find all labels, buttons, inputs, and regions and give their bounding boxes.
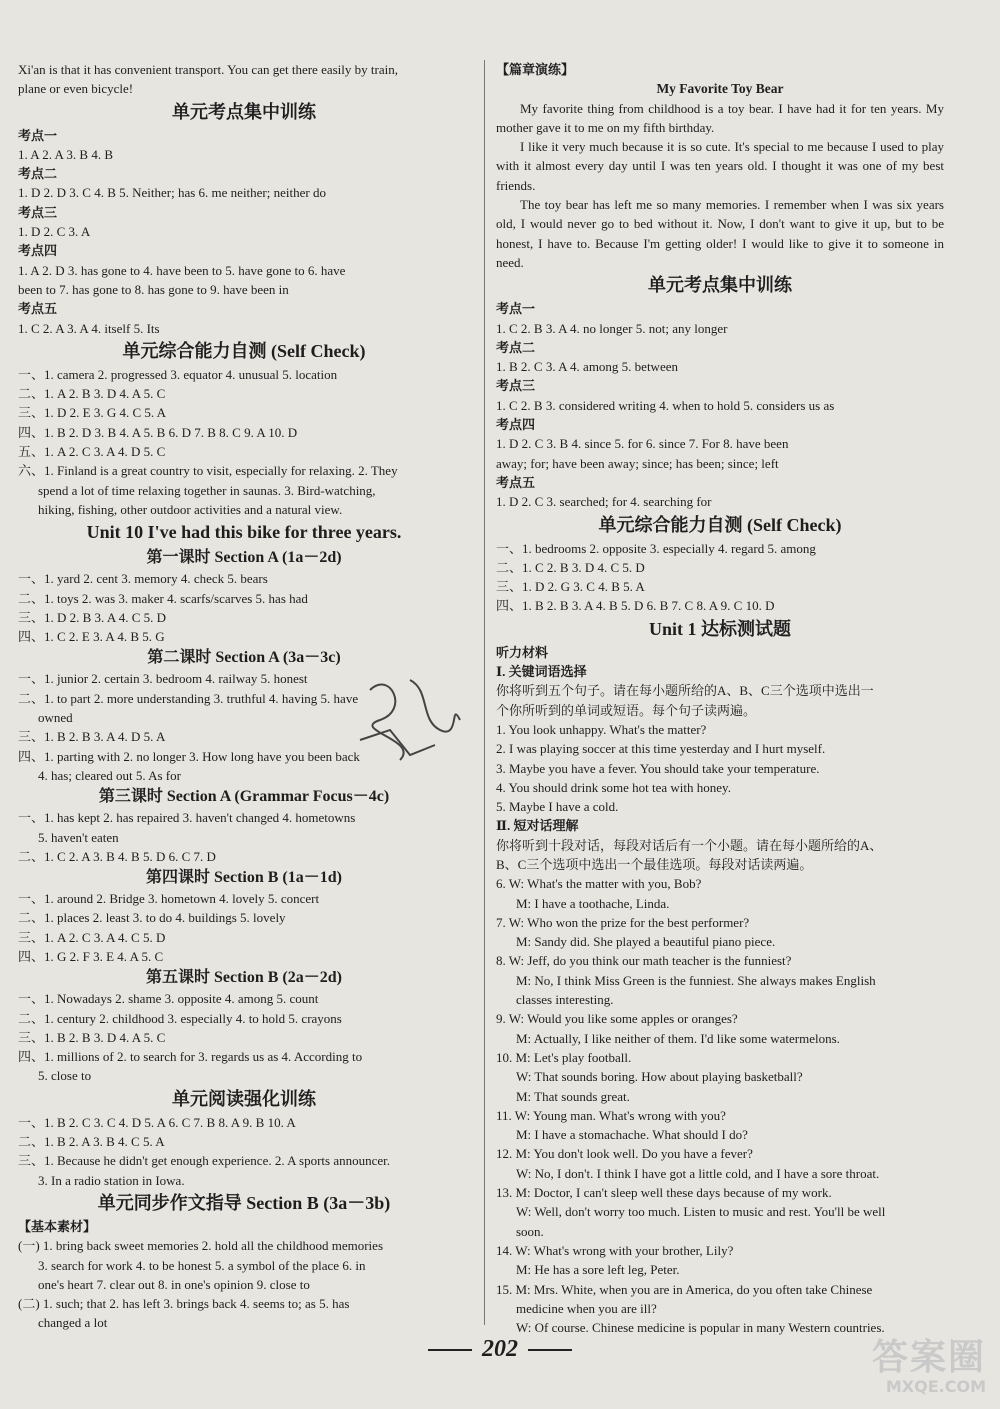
essay-title: My Favorite Toy Bear xyxy=(656,81,784,97)
text-line: 三、1. B 2. B 3. D 4. A 5. C xyxy=(18,1029,166,1045)
text-line: 三、1. D 2. E 3. G 4. C 5. A xyxy=(18,405,167,421)
text-line: 5. Maybe I have a cold. xyxy=(496,799,619,815)
section-heading: 第三课时 Section A (Grammar Focus－4c) xyxy=(98,788,390,806)
section-heading: 第四课时 Section B (1a－1d) xyxy=(145,869,342,887)
text-line: away; for; have been away; since; has been; since; left xyxy=(496,455,779,471)
text-line: 5. haven't eaten xyxy=(38,829,119,845)
text-line: 考点四 xyxy=(496,417,536,433)
text-line: 1. D 2. C 3. A xyxy=(18,224,91,240)
text-line: 1. C 2. A 3. A 4. itself 5. Its xyxy=(18,320,160,336)
footer-dash-right xyxy=(528,1349,572,1351)
text-line: 四、1. C 2. E 3. A 4. B 5. G xyxy=(18,629,165,645)
text-line: 一、1. bedrooms 2. opposite 3. especially 4. regard 5. among xyxy=(496,540,816,556)
column-divider xyxy=(484,60,485,1325)
text-line: 1. D 2. D 3. C 4. B 5. Neither; has 6. me neither; neither do xyxy=(18,185,326,201)
text-line: 1. A 2. A 3. B 4. B xyxy=(18,146,113,162)
text-line: 个你所听到的单词或短语。每个句子读两遍。 xyxy=(496,702,757,718)
text-line: 一、1. around 2. Bridge 3. hometown 4. lovely 5. concert xyxy=(18,891,320,907)
section-heading: Unit 1 达标测试题 xyxy=(648,618,791,639)
text-line: 二、1. century 2. childhood 3. especially 4. to hold 5. crayons xyxy=(18,1010,342,1026)
section-heading: 单元综合能力自测 (Self Check) xyxy=(598,514,842,535)
text-line: W: No, I don't. I think I have got a little cold, and I have a sore throat. xyxy=(516,1165,880,1181)
text-line: 考点一 xyxy=(496,301,536,317)
text-line: 1. B 2. C 3. A 4. among 5. between xyxy=(496,359,678,375)
section-heading: Unit 10 I've had this bike for three years. xyxy=(86,522,402,543)
text-line: 一、1. B 2. C 3. C 4. D 5. A 6. C 7. B 8. A 9. B 10. A xyxy=(18,1114,296,1130)
text-line: M: Sandy did. She played a beautiful piano piece. xyxy=(516,934,776,950)
handwritten-scribble xyxy=(350,660,470,780)
text-line: owned xyxy=(38,710,73,726)
essay-paragraph: My favorite thing from childhood is a toy bear. I have had it for ten years. My mother gave it to me on my fifth birthday. xyxy=(496,100,944,135)
section-heading: 第五课时 Section B (2a－2d) xyxy=(145,969,342,987)
text-line: 四、1. parting with 2. no longer 3. How long have you been back xyxy=(18,748,360,764)
text-line: 二、1. C 2. B 3. D 4. C 5. D xyxy=(496,559,645,575)
text-line: 四、1. G 2. F 3. E 4. A 5. C xyxy=(18,948,164,964)
text-line: M: I have a toothache, Linda. xyxy=(516,895,670,911)
text-line: W: That sounds boring. How about playing basketball? xyxy=(516,1069,803,1085)
text-line: 五、1. A 2. C 3. A 4. D 5. C xyxy=(18,444,166,460)
text-line: 二、1. to part 2. more understanding 3. truthful 4. having 5. have xyxy=(18,690,359,706)
text-line: been to 7. has gone to 8. has gone to 9. have been in xyxy=(18,281,289,297)
text-line: (一) 1. bring back sweet memories 2. hold all the childhood memories xyxy=(18,1238,383,1254)
watermark-url: MXQE.COM xyxy=(885,1377,986,1396)
text-line: 6. W: What's the matter with you, Bob? xyxy=(496,876,702,892)
right-lines xyxy=(496,272,944,1337)
section-heading: 单元同步作文指导 Section B (3a－3b) xyxy=(97,1192,391,1213)
text-line: 10. M: Let's play football. xyxy=(496,1049,632,1065)
text-line: 13. M: Doctor, I can't sleep well these days because of my work. xyxy=(496,1185,832,1201)
text-line: 一、1. Nowadays 2. shame 3. opposite 4. among 5. count xyxy=(18,991,319,1007)
text-line: 4. has; cleared out 5. As for xyxy=(38,767,181,783)
watermark-logo: 答案圈 xyxy=(871,1337,986,1378)
section-heading: 单元综合能力自测 (Self Check) xyxy=(122,340,366,361)
text-line: 【基本素材】 xyxy=(18,1218,97,1234)
right-column xyxy=(496,60,944,1337)
text-line: M: I have a stomachache. What should I do? xyxy=(516,1127,748,1143)
text-line: Xi'an is that it has convenient transport. You can get there easily by train, xyxy=(18,62,398,77)
text-line: 二、1. B 2. A 3. B 4. C 5. A xyxy=(18,1134,165,1150)
text-line: changed a lot xyxy=(38,1315,108,1331)
text-line: 1. A 2. D 3. has gone to 4. have been to 5. have gone to 6. have xyxy=(18,262,346,278)
text-line: 一、1. camera 2. progressed 3. equator 4. unusual 5. location xyxy=(18,366,338,382)
text-line: 3. Maybe you have a fever. You should take your temperature. xyxy=(496,760,820,776)
text-line: 1. D 2. C 3. searched; for 4. searching for xyxy=(496,494,712,510)
text-line: 15. M: Mrs. White, when you are in America, do you often take Chinese xyxy=(496,1281,873,1297)
section-label: 【篇章演练】 xyxy=(496,62,575,77)
text-line: soon. xyxy=(516,1223,544,1239)
text-line: 2. I was playing soccer at this time yesterday and I hurt myself. xyxy=(496,741,826,757)
text-line: classes interesting. xyxy=(516,992,614,1008)
text-line: 7. W: Who won the prize for the best performer? xyxy=(496,914,750,930)
text-line: 三、1. D 2. G 3. C 4. B 5. A xyxy=(496,579,645,595)
text-line: M: Actually, I like neither of them. I'd like some watermelons. xyxy=(516,1030,840,1046)
text-line: medicine when you are ill? xyxy=(516,1300,657,1316)
watermark xyxy=(821,1338,986,1398)
text-line: 考点三 xyxy=(496,378,536,394)
essay-body xyxy=(496,99,944,273)
text-line: 4. You should drink some hot tea with honey. xyxy=(496,779,731,795)
text-line: 考点五 xyxy=(18,301,58,317)
text-line: 二、1. places 2. least 3. to do 4. buildings 5. lovely xyxy=(18,910,286,926)
text-line: Ⅱ. 短对话理解 xyxy=(496,818,579,834)
text-line: 四、1. millions of 2. to search for 3. regards us as 4. According to xyxy=(18,1049,363,1065)
text-line: 四、1. B 2. B 3. A 4. B 5. D 6. B 7. C 8. A 9. C 10. D xyxy=(496,598,775,614)
text-line: plane or even bicycle! xyxy=(18,81,134,97)
text-line: W: Of course. Chinese medicine is popular in many Western countries. xyxy=(516,1320,885,1336)
text-line: 听力材料 xyxy=(496,644,549,660)
text-line: 8. W: Jeff, do you think our math teacher is the funniest? xyxy=(496,953,792,969)
text-line: 三、1. Because he didn't get enough experience. 2. A sports announcer. xyxy=(18,1153,391,1169)
text-line: 1. D 2. C 3. B 4. since 5. for 6. since 7. For 8. have been xyxy=(496,436,789,452)
text-line: 1. C 2. B 3. considered writing 4. when to hold 5. considers us as xyxy=(496,397,835,413)
text-line: W: Well, don't worry too much. Listen to music and rest. You'll be well xyxy=(516,1204,886,1220)
text-line: 考点四 xyxy=(18,243,58,259)
text-line: 3. search for work 4. to be honest 5. a symbol of the place 6. in xyxy=(38,1257,366,1273)
footer-dash-left xyxy=(428,1349,472,1351)
text-line: 你将听到五个句子。请在每小题所给的A、B、C三个选项中选出一 xyxy=(496,683,874,699)
text-line: B、C三个选项中选出一个最佳选项。每段对话读两遍。 xyxy=(496,856,813,872)
text-line: 12. M: You don't look well. Do you have a fever? xyxy=(496,1146,753,1162)
text-line: 考点二 xyxy=(18,166,58,182)
text-line: 考点二 xyxy=(496,339,536,355)
text-line: 3. In a radio station in Iowa. xyxy=(38,1172,185,1188)
text-line: 你将听到十段对话，每段对话后有一个小题。请在每小题所给的A、 xyxy=(496,837,883,853)
text-line: spend a lot of time relaxing together in saunas. 3. Bird-watching, xyxy=(38,482,376,498)
text-line: 1. C 2. B 3. A 4. no longer 5. not; any longer xyxy=(496,320,728,336)
text-line: 二、1. A 2. B 3. D 4. A 5. C xyxy=(18,386,166,402)
section-heading: 第二课时 Section A (3a－3c) xyxy=(147,649,341,667)
section-heading: 单元考点集中训练 xyxy=(172,101,316,122)
text-line: 三、1. A 2. C 3. A 4. C 5. D xyxy=(18,929,166,945)
text-line: 5. close to xyxy=(38,1068,92,1084)
text-line: 1. You look unhappy. What's the matter? xyxy=(496,721,707,737)
text-line: Ⅰ. 关键词语选择 xyxy=(496,664,587,680)
text-line: M: No, I think Miss Green is the funniest. She always makes English xyxy=(516,972,876,988)
text-line: 考点一 xyxy=(18,127,58,143)
page-number: 202 xyxy=(482,1336,518,1362)
section-heading: 第一课时 Section A (1a－2d) xyxy=(146,549,342,567)
text-line: 一、1. has kept 2. has repaired 3. haven't changed 4. hometowns xyxy=(18,810,356,826)
text-line: 三、1. D 2. B 3. A 4. C 5. D xyxy=(18,609,167,625)
section-heading: 单元阅读强化训练 xyxy=(172,1088,316,1109)
text-line: 9. W: Would you like some apples or oranges? xyxy=(496,1011,738,1027)
text-line: hiking, fishing, other outdoor activities and a natural view. xyxy=(38,501,343,517)
text-line: one's heart 7. clear out 8. in one's opinion 9. close to xyxy=(38,1276,310,1292)
essay-paragraph: The toy bear has left me so many memories. I remember when I was six years old, I would never go to bed without it. Now, I don't want to give it up, but to be honest, I have to. Because I'm getting older! I would like to give it to someone in need. xyxy=(496,197,944,270)
text-line: 四、1. B 2. D 3. B 4. A 5. B 6. D 7. B 8. C 9. A 10. D xyxy=(18,424,298,440)
text-line: 三、1. B 2. B 3. A 4. D 5. A xyxy=(18,729,166,745)
text-line: M: He has a sore left leg, Peter. xyxy=(516,1262,680,1278)
text-line: (二) 1. such; that 2. has left 3. brings back 4. seems to; as 5. has xyxy=(18,1296,350,1312)
text-line: 考点五 xyxy=(496,474,536,490)
text-line: 考点三 xyxy=(18,204,58,220)
section-heading: 单元考点集中训练 xyxy=(648,275,792,296)
text-line: 六、1. Finland is a great country to visit, especially for relaxing. 2. They xyxy=(18,463,398,479)
text-line: 11. W: Young man. What's wrong with you? xyxy=(496,1107,726,1123)
text-line: 二、1. toys 2. was 3. maker 4. scarfs/scarves 5. has had xyxy=(18,590,308,606)
text-line: 一、1. junior 2. certain 3. bedroom 4. railway 5. honest xyxy=(18,671,308,687)
text-line: 一、1. yard 2. cent 3. memory 4. check 5. bears xyxy=(18,571,268,587)
essay-paragraph: I like it very much because it is so cute. It's special to me because I used to play with it almost every day until I was ten years old. I thought it was one of my best friends. xyxy=(496,139,944,193)
text-line: 二、1. C 2. A 3. B 4. B 5. D 6. C 7. D xyxy=(18,848,216,864)
text-line: 14. W: What's wrong with your brother, Lily? xyxy=(496,1242,734,1258)
text-line: M: That sounds great. xyxy=(516,1088,630,1104)
